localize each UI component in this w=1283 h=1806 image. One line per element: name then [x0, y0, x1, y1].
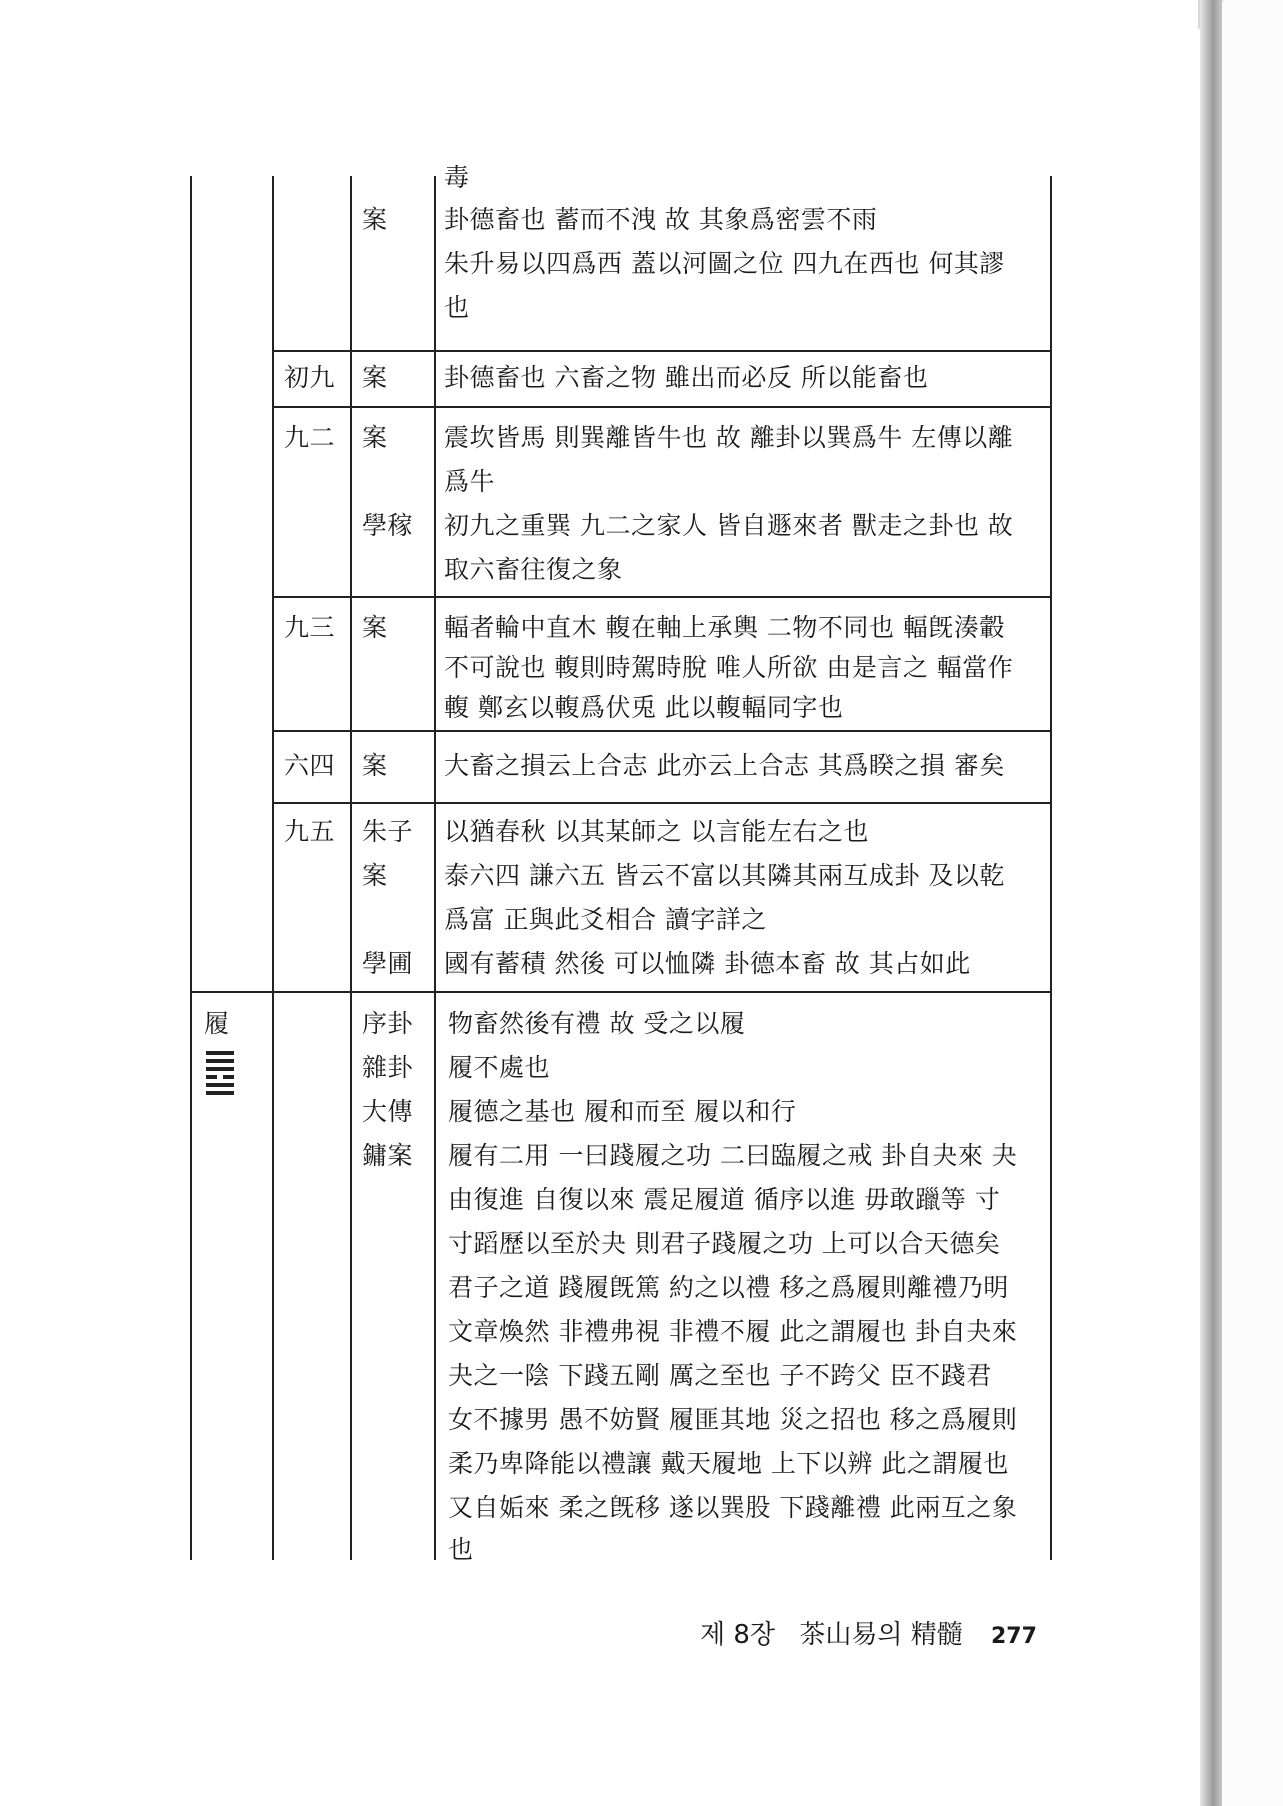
text-line: 履德之基也 履和而至 履以和行 [448, 1097, 797, 1126]
text-line: 物畜然後有禮 故 受之以履 [448, 1009, 746, 1038]
page-edge-shadow [1200, 0, 1222, 1806]
row-divider [272, 730, 1052, 732]
hexagram-divider [190, 991, 1052, 993]
text-line: 初九之重巽 九二之家人 皆自遯來者 獸走之卦也 故 [444, 511, 1014, 540]
chapter-title: 茶山易의 精髓 [799, 1620, 963, 1650]
text-line: 也 [448, 1535, 474, 1564]
note-label: 學圃 [362, 949, 414, 978]
note-label: 案 [362, 205, 388, 234]
table-left-border [190, 176, 192, 1560]
note-label: 案 [362, 423, 388, 452]
page-number: 277 [990, 1624, 1037, 1649]
text-line: 柔乃卑降能以禮讓 戴天履地 上下以辨 此之謂履也 [448, 1449, 1009, 1478]
line-label: 九五 [284, 817, 336, 846]
text-line: 以猶春秋 以其某師之 以言能左右之也 [444, 817, 869, 846]
text-line: 國有蓄積 然後 可以恤隣 卦德本畜 故 其占如此 [444, 949, 971, 978]
text-line: 也 [444, 293, 470, 322]
text-line: 大畜之損云上合志 此亦云上合志 其爲睽之損 審矣 [444, 751, 1005, 780]
text-line: 取六畜往復之象 [444, 555, 623, 584]
text-line: 卦德畜也 六畜之物 雖出而必反 所以能畜也 [444, 363, 929, 392]
text-line: 夬之一陰 下踐五剛 厲之至也 子不跨父 臣不踐君 [448, 1361, 992, 1390]
text-line: 朱升易以四爲西 蓋以河圖之位 四九在西也 何其謬 [444, 249, 1005, 278]
note-label: 朱子 [362, 817, 414, 846]
commentary-table [190, 163, 1062, 1564]
hexagram-name: 履 [204, 1009, 230, 1038]
row-divider [272, 802, 1052, 804]
lu-hexagram-icon [206, 1051, 234, 1099]
text-line: 不可說也 輹則時駕時脫 唯人所欲 由是言之 輻當作 [444, 653, 1014, 682]
note-label: 學稼 [362, 511, 414, 540]
table-right-border [1050, 176, 1052, 1560]
text-line: 又自姤來 柔之旣移 遂以巽股 下踐離禮 此兩互之象 [448, 1493, 1018, 1522]
line-column-divider [272, 176, 274, 1560]
note-label: 雜卦 [362, 1053, 414, 1082]
text-line: 文章煥然 非禮弗視 非禮不履 此之謂履也 卦自夬來 [448, 1317, 1018, 1346]
text-line: 爲富 正與此爻相合 讀字詳之 [444, 905, 767, 934]
label-column-divider [350, 176, 352, 1560]
text-line: 由復進 自復以來 震足履道 循序以進 毋敢躐等 寸 [448, 1185, 1001, 1214]
line-label: 初九 [284, 363, 336, 392]
line-label: 六四 [284, 751, 336, 780]
text-line: 履不處也 [448, 1053, 551, 1082]
text-line: 君子之道 踐履旣篤 約之以禮 移之爲履則離禮乃明 [448, 1273, 1009, 1302]
text-line: 毒 [444, 163, 470, 192]
row-divider [272, 406, 1052, 408]
note-label: 鏞案 [362, 1141, 414, 1170]
row-divider [272, 350, 1052, 352]
line-label: 九三 [284, 613, 336, 642]
text-line: 輹 鄭玄以輹爲伏兎 此以輹輻同字也 [444, 693, 844, 722]
note-label: 序卦 [362, 1009, 414, 1038]
text-column-divider [434, 176, 436, 1560]
note-label: 案 [362, 751, 388, 780]
text-line: 卦德畜也 蓄而不洩 故 其象爲密雲不雨 [444, 205, 878, 234]
text-line: 震坎皆馬 則巽離皆牛也 故 離卦以巽爲牛 左傳以離 [444, 423, 1014, 452]
note-label: 案 [362, 613, 388, 642]
page-footer [700, 1614, 1037, 1651]
text-line: 輻者輪中直木 輹在軸上承輿 二物不同也 輻旣湊轂 [444, 613, 1005, 642]
chapter-label: 제 8장 [700, 1620, 776, 1650]
text-line: 泰六四 謙六五 皆云不富以其隣其兩互成卦 及以乾 [444, 861, 1005, 890]
note-label: 案 [362, 363, 388, 392]
text-line: 寸蹈歷以至於夬 則君子踐履之功 上可以合天德矣 [448, 1229, 1001, 1258]
row-divider [272, 596, 1052, 598]
text-line: 履有二用 一曰踐履之功 二曰臨履之戒 卦自夬來 夬 [448, 1141, 1018, 1170]
text-line: 爲牛 [444, 467, 496, 496]
line-label: 九二 [284, 423, 336, 452]
note-label: 大傳 [362, 1097, 414, 1126]
note-label: 案 [362, 861, 388, 890]
text-line: 女不據男 愚不妨賢 履匪其地 災之招也 移之爲履則 [448, 1405, 1018, 1434]
